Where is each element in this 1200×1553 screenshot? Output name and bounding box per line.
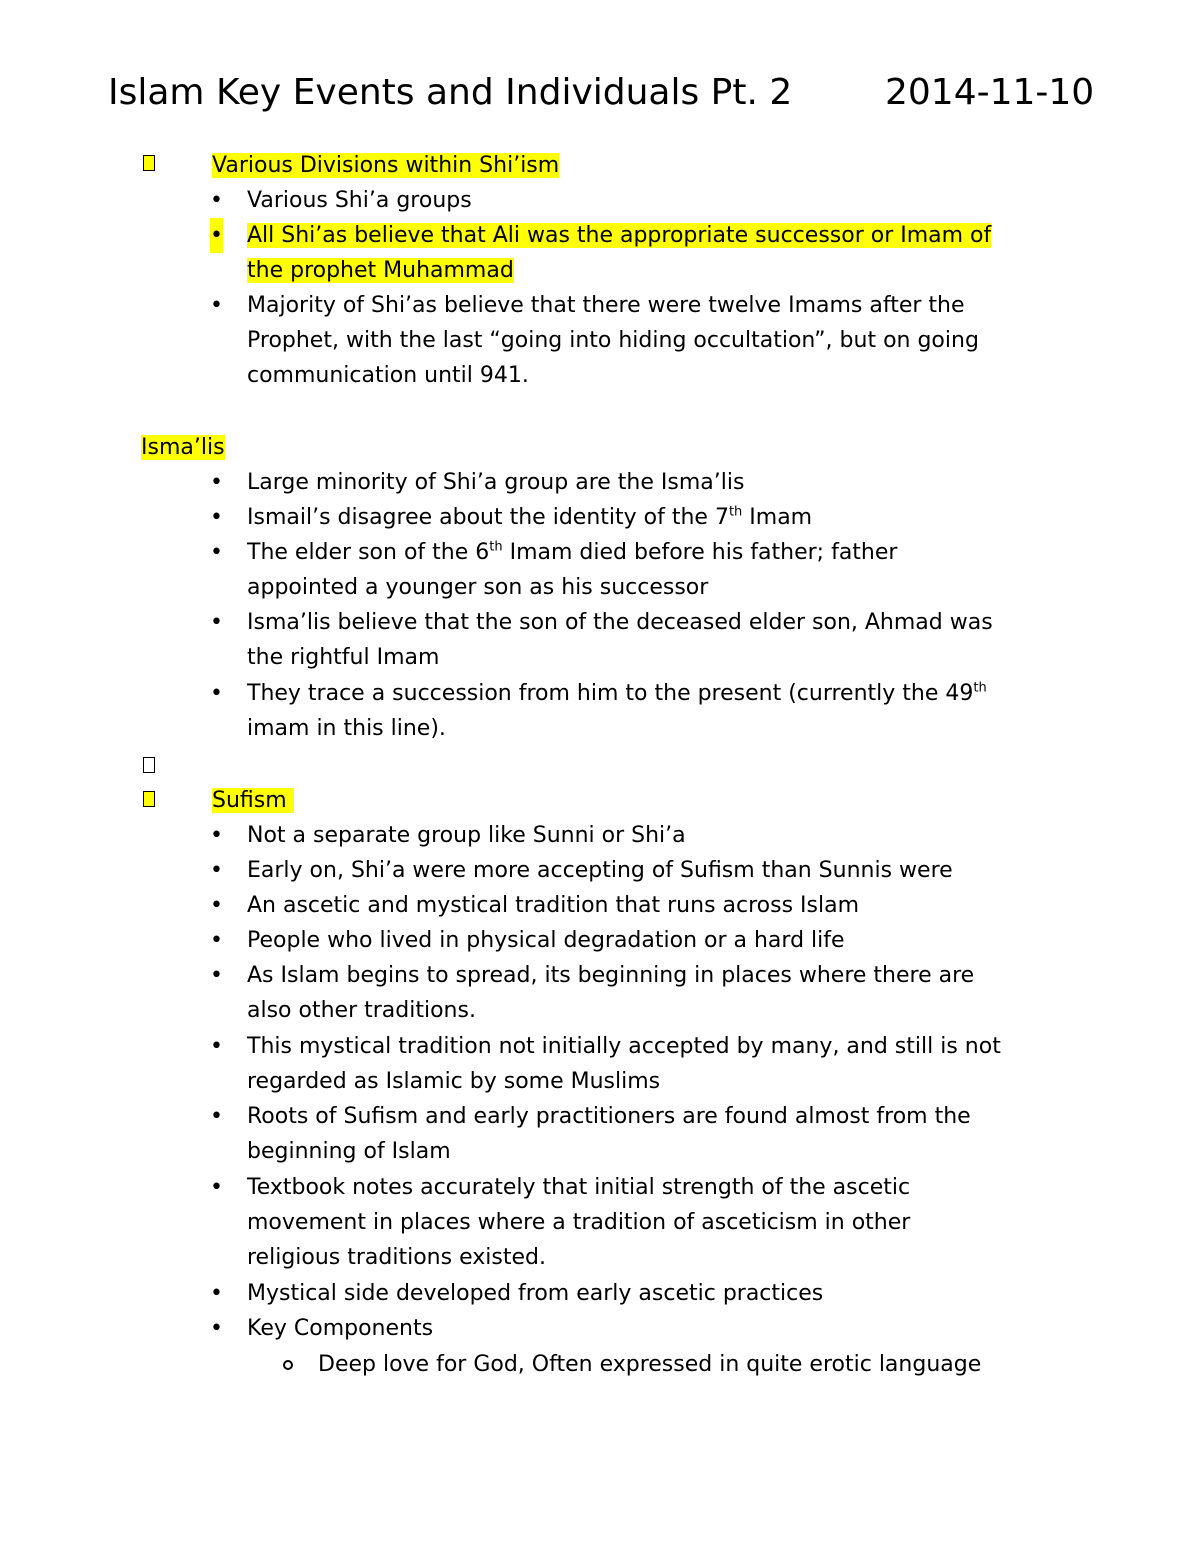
bullet-icon: • — [210, 218, 223, 253]
list-item: Mystical side developed from early ascetic practices — [247, 1281, 824, 1306]
section-heading-ismailis: Isma’lis — [141, 435, 225, 460]
list-item: Textbook notes accurately that initial strength of the ascetic — [247, 1175, 911, 1200]
square-bullet-icon — [143, 757, 155, 773]
list-item: As Islam begins to spread, its beginning in places where there are — [247, 963, 975, 988]
list-item-continued: communication until 941. — [247, 363, 529, 388]
list-item: They trace a succession from him to the present (currently the 49th — [247, 680, 987, 706]
square-bullet-icon — [143, 791, 155, 807]
list-item: Various Shi’a groups — [247, 188, 472, 213]
list-item-highlighted-continued: the prophet Muhammad — [247, 258, 514, 283]
page-title — [108, 70, 1098, 116]
list-item-continued: movement in places where a tradition of asceticism in other — [247, 1210, 911, 1235]
sub-list-item: Deep love for God, Often expressed in quite erotic language — [318, 1352, 982, 1377]
list-item-continued: also other traditions. — [247, 998, 476, 1023]
bullet-icon: • — [210, 928, 223, 953]
list-item: Key Components — [247, 1316, 434, 1341]
list-item-continued: imam in this line). — [247, 716, 446, 741]
section-heading-divisions: Various Divisions within Shi’ism — [212, 153, 560, 178]
document-date: 2014-11-10 — [885, 72, 1095, 113]
bullet-icon: • — [210, 1104, 223, 1129]
bullet-icon: • — [210, 858, 223, 883]
bullet-icon: • — [210, 823, 223, 848]
list-item-continued: the rightful Imam — [247, 645, 440, 670]
bullet-icon: • — [210, 681, 223, 706]
list-item: This mystical tradition not initially accepted by many, and still is not — [247, 1034, 1001, 1059]
section-heading-sufism: Sufism — [212, 783, 294, 818]
document-title: Islam Key Events and Individuals Pt. 2 — [108, 72, 793, 113]
list-item: Large minority of Shi’a group are the Isma’lis — [247, 470, 745, 495]
list-item: People who lived in physical degradation or a hard life — [247, 928, 845, 953]
bullet-icon: • — [210, 188, 223, 213]
list-item-continued: regarded as Islamic by some Muslims — [247, 1069, 661, 1094]
list-item-continued: Prophet, with the last “going into hiding occultation”, but on going — [247, 328, 979, 353]
list-item-continued: religious traditions existed. — [247, 1245, 546, 1270]
bullet-icon: • — [210, 1175, 223, 1200]
list-item: The elder son of the 6th Imam died before his father; father — [247, 539, 898, 565]
list-item: Roots of Sufism and early practitioners are found almost from the — [247, 1104, 971, 1129]
bullet-icon: • — [210, 610, 223, 635]
list-item: An ascetic and mystical tradition that runs across Islam — [247, 893, 860, 918]
list-item: Ismail’s disagree about the identity of the 7th Imam — [247, 504, 813, 530]
bullet-icon: • — [210, 470, 223, 495]
bullet-icon: • — [210, 1316, 223, 1341]
bullet-icon: • — [210, 1281, 223, 1306]
square-bullet-icon — [143, 155, 155, 171]
list-item-highlighted: All Shi’as believe that Ali was the appropriate successor or Imam of — [247, 223, 992, 248]
bullet-icon: • — [210, 540, 223, 565]
bullet-icon: • — [210, 293, 223, 318]
bullet-icon: • — [210, 505, 223, 530]
list-item-continued: appointed a younger son as his successor — [247, 575, 709, 600]
circle-bullet-icon — [283, 1360, 293, 1370]
list-item-continued: beginning of Islam — [247, 1139, 451, 1164]
bullet-icon: • — [210, 963, 223, 988]
list-item: Isma’lis believe that the son of the deceased elder son, Ahmad was — [247, 610, 993, 635]
bullet-icon: • — [210, 1034, 223, 1059]
list-item: Not a separate group like Sunni or Shi’a — [247, 823, 686, 848]
bullet-icon: • — [210, 893, 223, 918]
list-item: Early on, Shi’a were more accepting of Sufism than Sunnis were — [247, 858, 953, 883]
list-item: Majority of Shi’as believe that there were twelve Imams after the — [247, 293, 965, 318]
